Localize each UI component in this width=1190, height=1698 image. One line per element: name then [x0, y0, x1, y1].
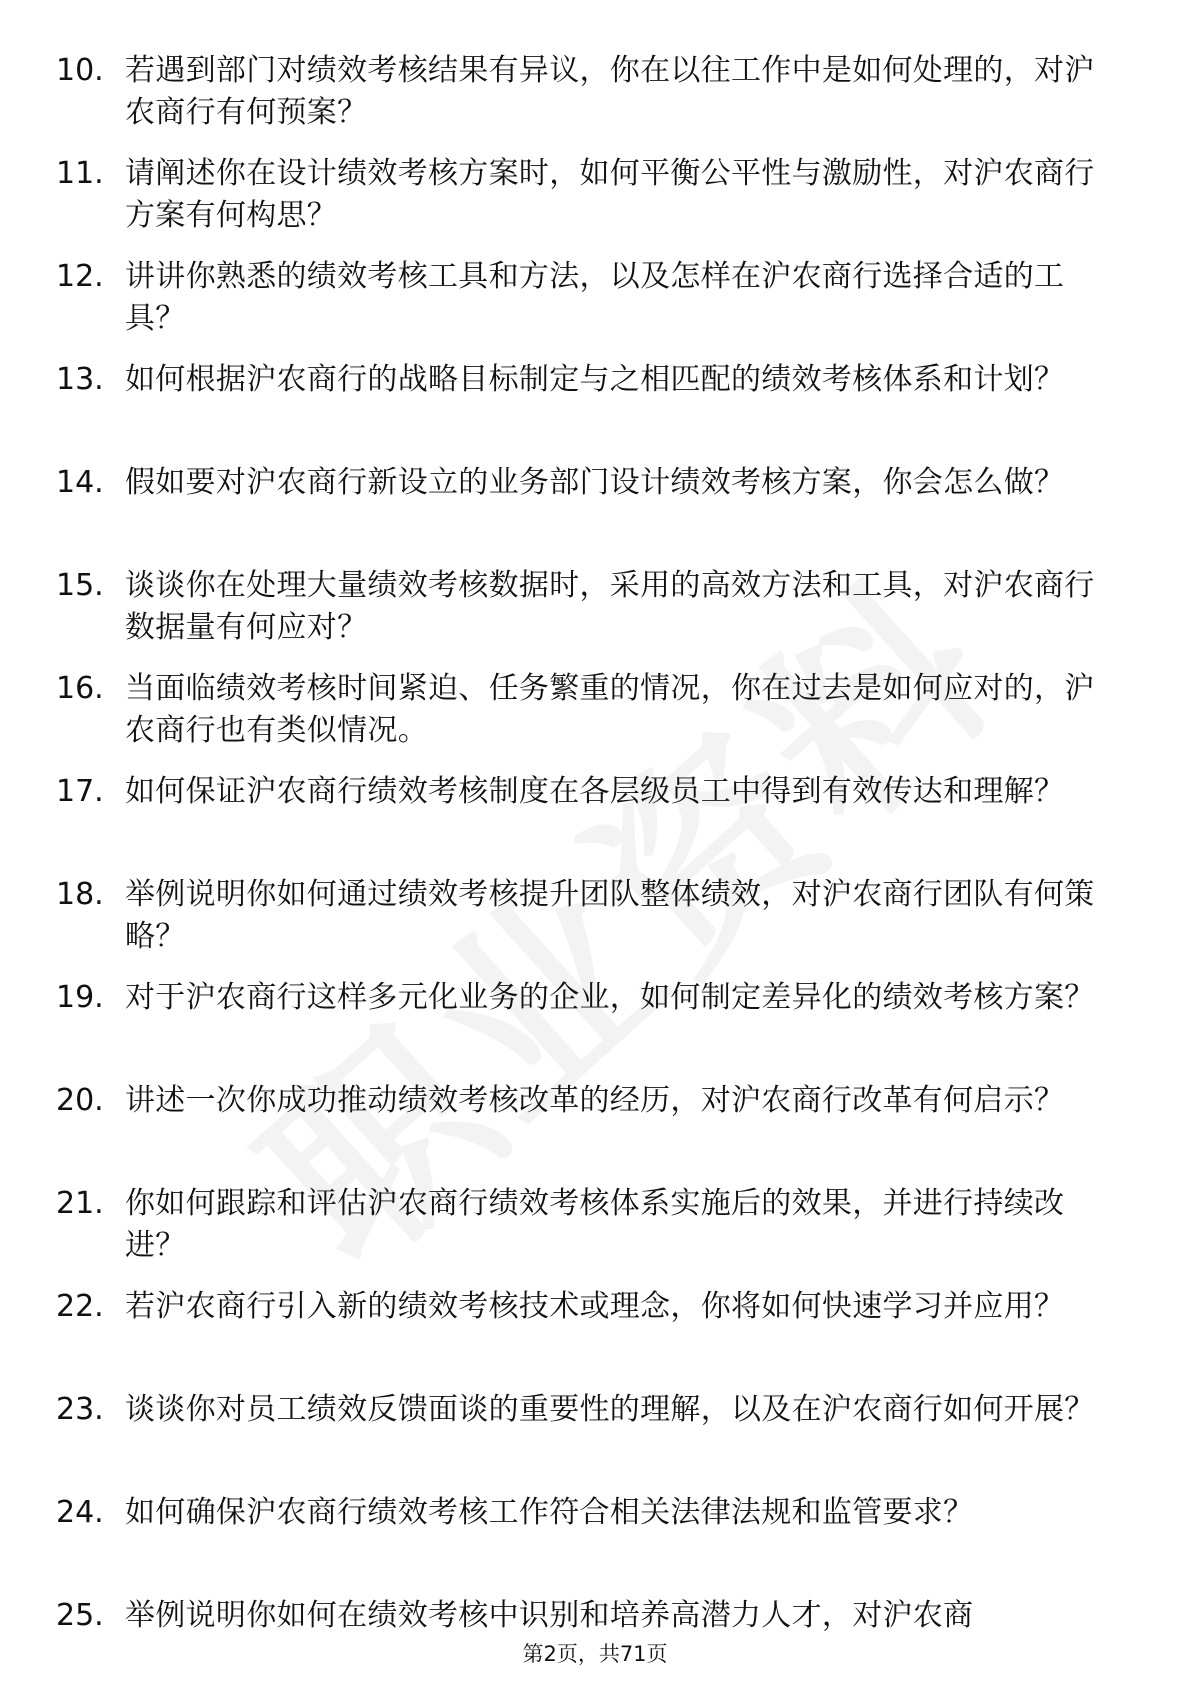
list-item	[0, 256, 1190, 359]
question-number: 23.	[56, 1392, 104, 1427]
page-footer	[0, 1640, 1190, 1668]
list-item	[0, 565, 1190, 668]
list-item	[0, 977, 1190, 1080]
question-text: 谈谈你在处理大量绩效考核数据时，采用的高效方法和工具，对沪农商行数据量有何应对？	[125, 568, 1095, 645]
list-item	[0, 462, 1190, 565]
list-item	[0, 1183, 1190, 1286]
question-number: 10.	[56, 53, 104, 88]
question-number: 25.	[56, 1598, 104, 1633]
question-number: 18.	[56, 877, 104, 912]
question-text: 你如何跟踪和评估沪农商行绩效考核体系实施后的效果，并进行持续改进？	[125, 1186, 1065, 1263]
list-item	[0, 50, 1190, 153]
question-text: 谈谈你对员工绩效反馈面谈的重要性的理解，以及在沪农商行如何开展？	[125, 1392, 1095, 1427]
list-item	[0, 1389, 1190, 1492]
page-number-label: 第2页，共71页	[522, 1642, 668, 1666]
question-text: 请阐述你在设计绩效考核方案时，如何平衡公平性与激励性，对沪农商行方案有何构思？	[125, 156, 1095, 233]
question-number: 17.	[56, 774, 104, 809]
list-item	[0, 153, 1190, 256]
question-number: 11.	[56, 156, 104, 191]
question-text: 如何确保沪农商行绩效考核工作符合相关法律法规和监管要求？	[125, 1495, 974, 1530]
list-item	[0, 771, 1190, 874]
question-text: 如何根据沪农商行的战略目标制定与之相匹配的绩效考核体系和计划？	[125, 362, 1065, 397]
question-text: 讲讲你熟悉的绩效考核工具和方法，以及怎样在沪农商行选择合适的工具？	[125, 259, 1065, 336]
question-text: 若遇到部门对绩效考核结果有异议，你在以往工作中是如何处理的，对沪农商行有何预案？	[125, 53, 1095, 130]
question-number: 13.	[56, 362, 104, 397]
question-number: 22.	[56, 1289, 104, 1324]
list-item	[0, 359, 1190, 462]
list-item	[0, 874, 1190, 977]
question-number: 20.	[56, 1083, 104, 1118]
list-item	[0, 668, 1190, 771]
question-text: 讲述一次你成功推动绩效考核改革的经历，对沪农商行改革有何启示？	[125, 1083, 1065, 1118]
question-number: 24.	[56, 1495, 104, 1530]
question-number: 12.	[56, 259, 104, 294]
question-text: 举例说明你如何通过绩效考核提升团队整体绩效，对沪农商行团队有何策略？	[125, 877, 1095, 954]
question-text: 举例说明你如何在绩效考核中识别和培养高潜力人才，对沪农商	[125, 1598, 974, 1633]
question-number: 16.	[56, 671, 104, 706]
question-text: 若沪农商行引入新的绩效考核技术或理念，你将如何快速学习并应用？	[125, 1289, 1065, 1324]
question-text: 假如要对沪农商行新设立的业务部门设计绩效考核方案，你会怎么做？	[125, 465, 1065, 500]
question-text: 如何保证沪农商行绩效考核制度在各层级员工中得到有效传达和理解？	[125, 774, 1065, 809]
list-item	[0, 1080, 1190, 1183]
question-number: 15.	[56, 568, 104, 603]
question-text: 对于沪农商行这样多元化业务的企业，如何制定差异化的绩效考核方案？	[125, 980, 1095, 1015]
list-item	[0, 1286, 1190, 1389]
question-number: 21.	[56, 1186, 104, 1221]
list-item	[0, 1492, 1190, 1595]
question-number: 19.	[56, 980, 104, 1015]
question-text: 当面临绩效考核时间紧迫、任务繁重的情况，你在过去是如何应对的，沪农商行也有类似情况。	[125, 671, 1095, 748]
question-number: 14.	[56, 465, 104, 500]
question-list	[0, 50, 1190, 1698]
